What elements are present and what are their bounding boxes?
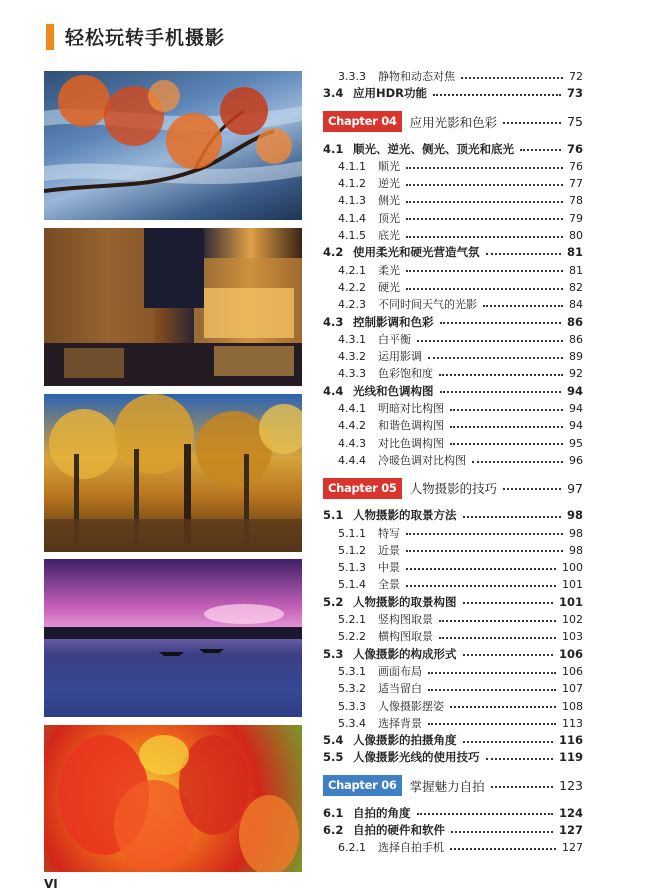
- toc-subsection: [323, 68, 583, 85]
- toc-subsection: [323, 417, 583, 434]
- book-title: 轻松玩转手机摄影: [65, 27, 226, 49]
- page-number: 73: [566, 86, 583, 101]
- toc-subsection: [323, 400, 583, 417]
- section-number: 5.1.2: [338, 543, 366, 557]
- section-title: 人像摄影的拍摄角度: [353, 733, 457, 748]
- section-title: 运用影调: [378, 350, 422, 364]
- section-number: 5.5: [323, 750, 344, 765]
- page-number: 116: [558, 733, 583, 748]
- toc-subsection: [323, 158, 583, 175]
- section-number: 4.1.3: [338, 194, 366, 208]
- toc-section: [323, 822, 583, 839]
- leader-dots: [483, 305, 563, 307]
- toc-subsection: [323, 715, 583, 732]
- section-number: 5.3.4: [338, 716, 366, 730]
- page-number: 78: [569, 194, 583, 208]
- section-number: 4.1.1: [338, 159, 366, 173]
- leader-dots: [463, 602, 553, 604]
- page-number: 102: [562, 613, 583, 627]
- section-title: 中景: [378, 561, 400, 575]
- leader-dots: [433, 94, 561, 96]
- section-number: 6.1: [323, 805, 344, 820]
- section-title: 明暗对比构图: [378, 402, 444, 416]
- leader-dots: [463, 741, 553, 743]
- page-number: 127: [562, 841, 583, 855]
- leader-dots: [503, 488, 561, 490]
- page-number: 101: [562, 578, 583, 592]
- page-number: 94: [569, 402, 583, 416]
- leader-dots: [406, 201, 563, 203]
- leader-dots: [461, 77, 563, 79]
- header-accent-bar: [46, 24, 54, 50]
- leader-dots: [406, 236, 563, 238]
- section-title: 人像摄影光线的使用技巧: [353, 750, 480, 765]
- toc-subsection: [323, 542, 583, 559]
- section-title: 竖构图取景: [378, 613, 433, 627]
- toc-section: [323, 314, 583, 331]
- toc-subsection: [323, 435, 583, 452]
- section-number: 5.1.1: [338, 526, 366, 540]
- section-title: 顺光: [378, 159, 400, 173]
- leader-dots: [451, 831, 553, 833]
- section-title: 逆光: [378, 177, 400, 191]
- leader-dots: [450, 426, 563, 428]
- leader-dots: [428, 357, 563, 359]
- chapter-badge: Chapter 04: [323, 111, 402, 132]
- section-number: 3.4: [323, 86, 344, 101]
- section-title: 近景: [378, 543, 400, 557]
- section-number: 4.1.2: [338, 177, 366, 191]
- section-number: 5.1: [323, 508, 344, 523]
- section-number: 4.4.2: [338, 419, 366, 433]
- leader-dots: [406, 568, 556, 570]
- toc-subsection: [323, 192, 583, 209]
- leader-dots: [520, 149, 561, 151]
- leader-dots: [450, 409, 563, 411]
- toc-chapter: [323, 111, 583, 133]
- page-number: 79: [569, 211, 583, 225]
- table-of-contents: [323, 68, 583, 857]
- section-title: 自拍的角度: [353, 805, 411, 820]
- page-number: 80: [569, 229, 583, 243]
- toc-subsection: [323, 279, 583, 296]
- page-number: 98: [566, 508, 583, 523]
- page-number: 94: [566, 383, 583, 398]
- toc-subsection: [323, 559, 583, 576]
- leader-dots: [428, 689, 556, 691]
- section-title: 冷暖色调对比构图: [378, 453, 466, 467]
- section-title: 特写: [378, 526, 400, 540]
- leader-dots: [406, 288, 563, 290]
- section-title: 使用柔光和硬光营造气氛: [353, 245, 480, 260]
- toc-subsection: [323, 210, 583, 227]
- toc-section: [323, 507, 583, 524]
- section-title: 静物和动态对焦: [378, 70, 455, 83]
- section-title: 人像摄影的构成形式: [353, 646, 457, 661]
- page-number: 75: [567, 114, 583, 130]
- page-number: 86: [566, 314, 583, 329]
- section-number: 5.2: [323, 594, 344, 609]
- toc-subsection: [323, 227, 583, 244]
- toc-subsection: [323, 365, 583, 382]
- page-number: 98: [569, 526, 583, 540]
- toc-subsection: [323, 628, 583, 645]
- page-number: 92: [569, 367, 583, 381]
- section-title: 光线和色调构图: [353, 383, 434, 398]
- toc-section: [323, 805, 583, 822]
- leader-dots: [491, 786, 554, 788]
- page-number: 86: [569, 332, 583, 346]
- page-number: 119: [558, 750, 583, 765]
- section-number: 4.3: [323, 314, 344, 329]
- section-number: 4.1: [323, 141, 344, 156]
- section-title: 应用HDR功能: [353, 86, 428, 101]
- leader-dots: [450, 443, 563, 445]
- section-number: 4.3.1: [338, 332, 366, 346]
- leader-dots: [439, 620, 556, 622]
- leader-dots: [439, 374, 563, 376]
- chapter-title: 人物摄影的技巧: [409, 481, 498, 497]
- toc-subsection: [323, 452, 583, 469]
- section-number: 5.3.1: [338, 664, 366, 678]
- leader-dots: [417, 813, 553, 815]
- section-number: 4.4.1: [338, 402, 366, 416]
- section-number: 4.4: [323, 383, 344, 398]
- section-title: 人物摄影的取景方法: [353, 508, 457, 523]
- chapter-badge: Chapter 06: [323, 775, 402, 796]
- section-number: 5.3.2: [338, 682, 366, 696]
- page-number: 106: [562, 664, 583, 678]
- photo-autumn-forest: [44, 394, 302, 552]
- leader-dots: [463, 654, 553, 656]
- page-number: 103: [562, 630, 583, 644]
- section-number: 6.2.1: [338, 841, 366, 855]
- page-number: 101: [558, 594, 583, 609]
- toc-section: [323, 383, 583, 400]
- page-number: 123: [559, 778, 583, 794]
- section-number: 4.2.3: [338, 298, 366, 312]
- toc-subsection: [323, 576, 583, 593]
- section-title: 顶光: [378, 211, 400, 225]
- leader-dots: [406, 585, 556, 587]
- leader-dots: [440, 391, 561, 393]
- section-number: 4.2.1: [338, 263, 366, 277]
- chapter-title: 掌握魅力自拍: [409, 778, 485, 794]
- section-title: 白平衡: [378, 332, 411, 346]
- leader-dots: [406, 184, 563, 186]
- section-title: 人物摄影的取景构图: [353, 594, 457, 609]
- page-number: 76: [569, 159, 583, 173]
- toc-subsection: [323, 296, 583, 313]
- page-number: 81: [566, 245, 583, 260]
- page-number: 106: [558, 646, 583, 661]
- leader-dots: [486, 758, 553, 760]
- toc-subsection: [323, 331, 583, 348]
- toc-subsection: [323, 262, 583, 279]
- leader-dots: [486, 253, 561, 255]
- toc-section: [323, 749, 583, 766]
- toc-subsection: [323, 839, 583, 856]
- section-number: 5.2.2: [338, 630, 366, 644]
- leader-dots: [450, 706, 556, 708]
- toc-subsection: [323, 680, 583, 697]
- section-number: 4.3.2: [338, 350, 366, 364]
- photo-venice-canal-night: [44, 228, 302, 386]
- page-number: 100: [562, 561, 583, 575]
- section-title: 自拍的硬件和软件: [353, 822, 445, 837]
- page-number: 94: [569, 419, 583, 433]
- page-number: 89: [569, 350, 583, 364]
- page-number: 113: [562, 716, 583, 730]
- leader-dots: [503, 122, 561, 124]
- section-title: 色彩饱和度: [378, 367, 433, 381]
- leader-dots: [417, 340, 563, 342]
- section-title: 人像摄影摆姿: [378, 699, 444, 713]
- toc-chapter: [323, 477, 583, 499]
- section-number: 4.3.3: [338, 367, 366, 381]
- section-title: 选择背景: [378, 716, 422, 730]
- leader-dots: [428, 672, 556, 674]
- section-number: 5.2.1: [338, 613, 366, 627]
- leader-dots: [472, 461, 563, 463]
- toc-subsection: [323, 175, 583, 192]
- section-number: 4.2.2: [338, 280, 366, 294]
- section-title: 侧光: [378, 194, 400, 208]
- chapter-title: 应用光影和色彩: [409, 114, 498, 130]
- chapter-badge: Chapter 05: [323, 478, 402, 499]
- section-title: 不同时间天气的光影: [378, 298, 477, 312]
- photo-purple-sunset-lake-boats: [44, 559, 302, 717]
- page-number: 77: [569, 177, 583, 191]
- section-number: 4.2: [323, 245, 344, 260]
- toc-subsection: [323, 698, 583, 715]
- section-title: 选择自拍手机: [378, 841, 444, 855]
- page-number: 127: [558, 822, 583, 837]
- toc-section: [323, 141, 583, 158]
- page-number: 72: [569, 70, 583, 83]
- page-folio: VI: [44, 877, 58, 891]
- section-number: 4.4.4: [338, 453, 366, 467]
- toc-chapter: [323, 775, 583, 797]
- page-number: 81: [569, 263, 583, 277]
- leader-dots: [406, 550, 563, 552]
- section-number: 5.1.3: [338, 561, 366, 575]
- page-number: 76: [566, 141, 583, 156]
- section-number: 5.3.3: [338, 699, 366, 713]
- leader-dots: [406, 167, 563, 169]
- toc-subsection: [323, 525, 583, 542]
- section-title: 全景: [378, 578, 400, 592]
- leader-dots: [406, 533, 563, 535]
- section-title: 对比色调构图: [378, 436, 444, 450]
- toc-subsection: [323, 663, 583, 680]
- section-number: 5.1.4: [338, 578, 366, 592]
- section-number: 6.2: [323, 822, 344, 837]
- section-title: 硬光: [378, 280, 400, 294]
- leader-dots: [406, 270, 563, 272]
- page-number: 108: [562, 699, 583, 713]
- toc-section: [323, 244, 583, 261]
- toc-subsection: [323, 348, 583, 365]
- section-number: 5.3: [323, 646, 344, 661]
- leader-dots: [463, 516, 561, 518]
- section-number: 5.4: [323, 733, 344, 748]
- leader-dots: [439, 637, 556, 639]
- toc-subsection: [323, 611, 583, 628]
- page-number: 82: [569, 280, 583, 294]
- toc-section: [323, 85, 583, 102]
- section-title: 适当留白: [378, 682, 422, 696]
- section-title: 横构图取景: [378, 630, 433, 644]
- section-title: 柔光: [378, 263, 400, 277]
- section-number: 4.1.4: [338, 211, 366, 225]
- section-number: 3.3.3: [338, 70, 366, 83]
- section-title: 顺光、逆光、侧光、顶光和底光: [353, 141, 514, 156]
- page-number: 96: [569, 453, 583, 467]
- section-number: 4.4.3: [338, 436, 366, 450]
- toc-section: [323, 594, 583, 611]
- photo-red-tulips: [44, 725, 302, 872]
- section-number: 4.1.5: [338, 229, 366, 243]
- leader-dots: [440, 322, 561, 324]
- section-title: 和谐色调构图: [378, 419, 444, 433]
- page-number: 97: [567, 480, 583, 496]
- leader-dots: [428, 723, 556, 725]
- photo-autumn-branch-over-water: [44, 71, 302, 220]
- page-number: 98: [569, 543, 583, 557]
- toc-section: [323, 732, 583, 749]
- page-number: 84: [569, 298, 583, 312]
- leader-dots: [406, 218, 563, 220]
- page-number: 124: [558, 805, 583, 820]
- section-title: 控制影调和色彩: [353, 314, 434, 329]
- page-number: 107: [562, 682, 583, 696]
- section-title: 底光: [378, 229, 400, 243]
- leader-dots: [450, 848, 556, 850]
- page-number: 95: [569, 436, 583, 450]
- toc-section: [323, 646, 583, 663]
- section-title: 画面布局: [378, 664, 422, 678]
